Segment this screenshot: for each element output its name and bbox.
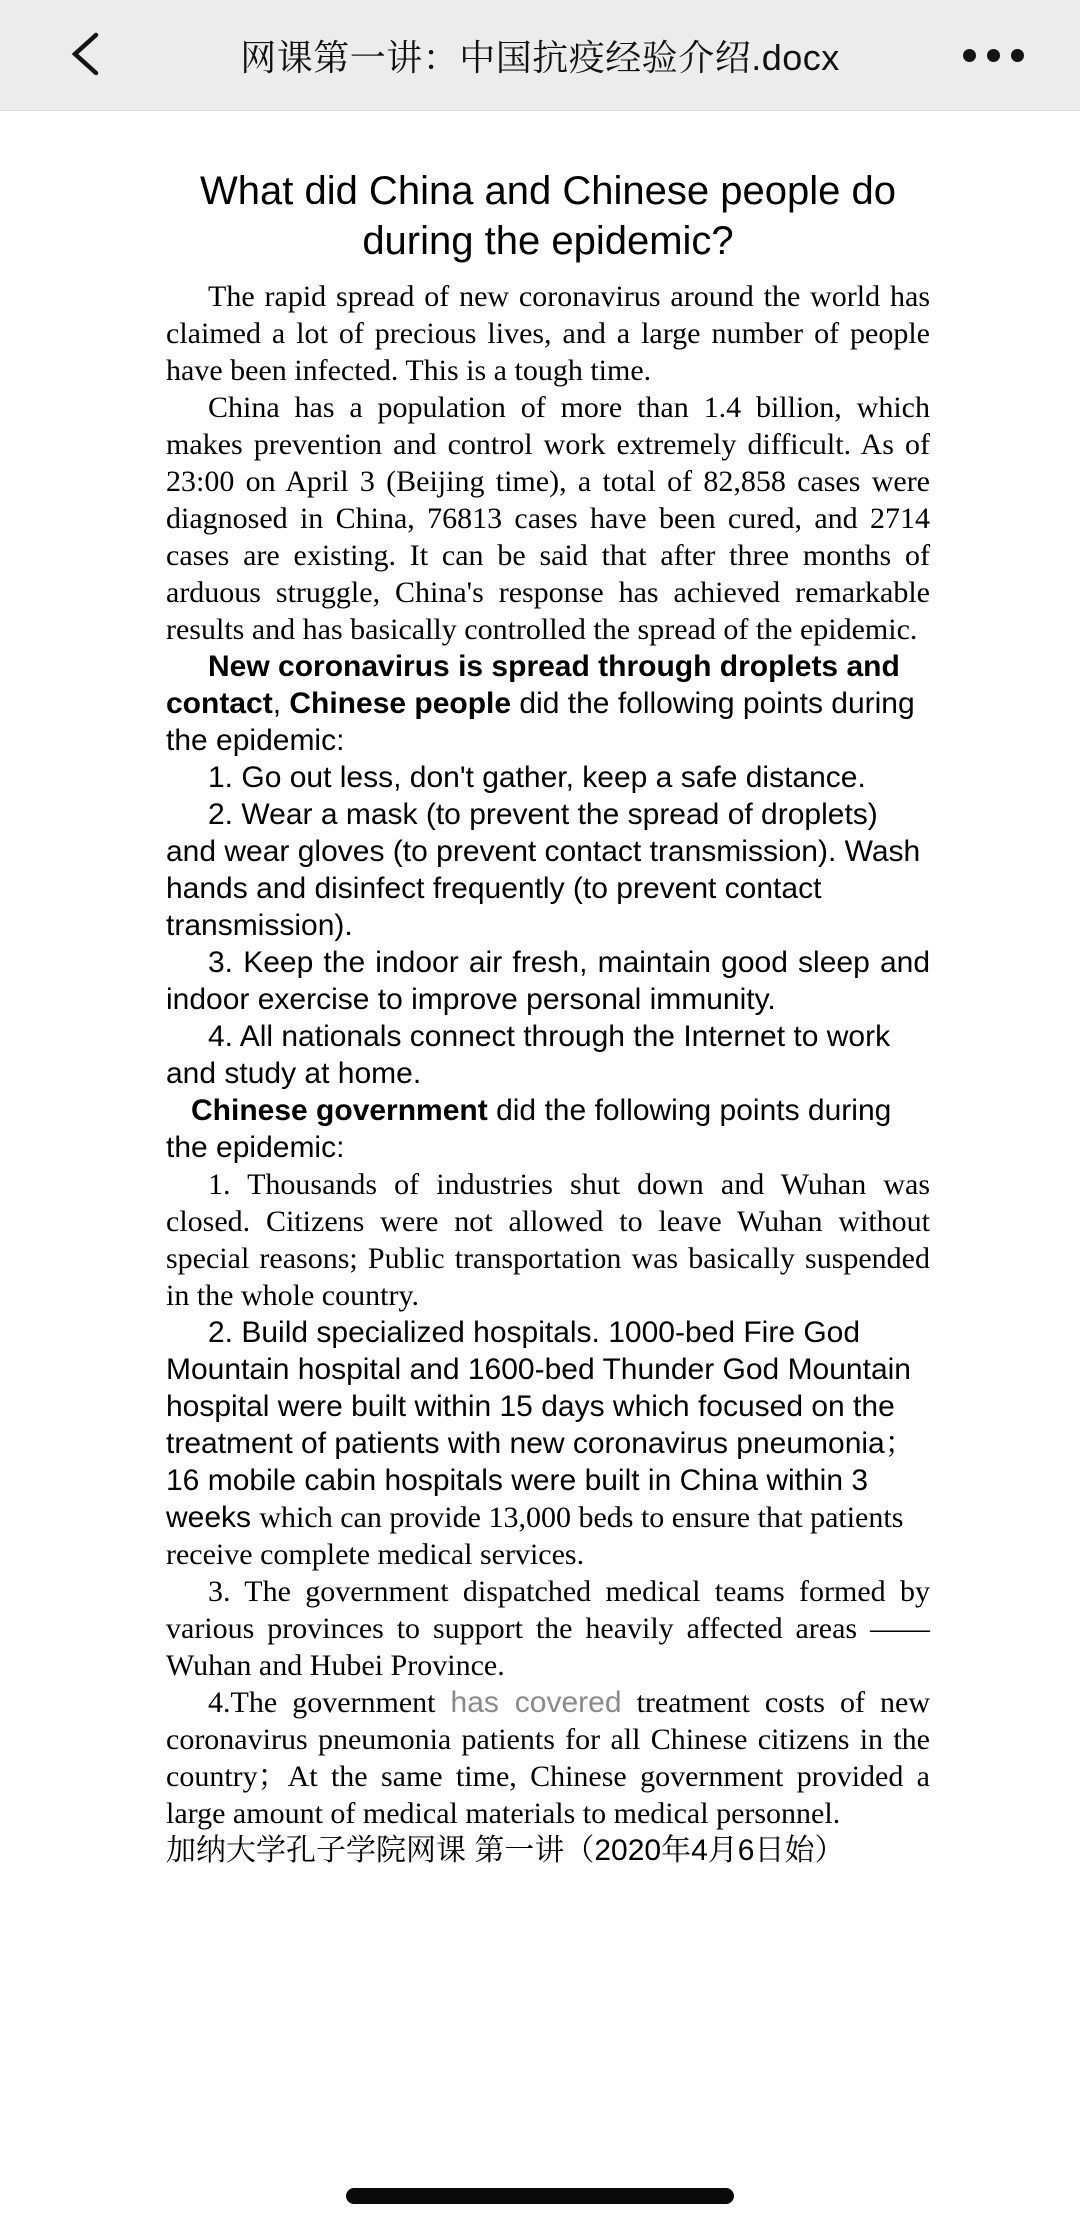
paragraph <box>166 1166 930 1314</box>
paragraph <box>166 278 930 389</box>
home-indicator[interactable] <box>346 2188 734 2204</box>
paragraph <box>166 1018 930 1092</box>
paragraph <box>166 944 930 1018</box>
text-run: , <box>272 687 290 720</box>
text-run: 4.The government <box>208 1686 451 1719</box>
text-run: New coronavirus is spread through droplets and contact <box>166 650 900 720</box>
nav-bar <box>0 0 1080 111</box>
paragraph <box>166 1314 930 1573</box>
document-heading <box>166 166 930 266</box>
paragraph <box>166 759 930 796</box>
text-run: 加纳大学孔子学院网课 第一讲（2020年4月6日始） <box>166 1834 845 1867</box>
text-run: has covered <box>450 1686 622 1719</box>
back-button[interactable] <box>50 0 120 110</box>
text-run: 2. Build specialized hospitals. 1000-bed Fire God Mountain hospital and 1600-bed Thunder God Mountain hospital were built within 15 days which focused on the treatment of patients with new coronavirus pneumonia；16 mobile cabin hospitals were built in China within 3 weeks <box>166 1316 915 1534</box>
text-run: 2. Wear a mask (to prevent the spread of droplets) and wear gloves (to prevent contact transmission). Wash hands and disinfect frequently (to prevent contact transmission). <box>166 798 921 942</box>
paragraph <box>166 796 930 944</box>
text-run: which can provide 13,000 beds to ensure that patients receive complete medical services. <box>166 1501 904 1571</box>
text-run: The rapid spread of new coronavirus around the world has claimed a lot of precious lives, and a large number of people have been infected. This is a tough time. <box>166 280 930 387</box>
paragraph <box>166 1092 930 1166</box>
paragraph <box>166 389 930 648</box>
paragraph <box>166 648 930 759</box>
text-run: China has a population of more than 1.4 billion, which makes prevention and control work extremely difficult. As of 23:00 on April 3 (Beijing time), a total of 82,858 cases were diagnosed in China, 76813 cases have been cured, and 2714 cases are existing. It can be said that after three months of arduous struggle, China's response has achieved remarkable results and has basically controlled the spread of the epidemic. <box>166 391 930 646</box>
text-run: 3. The government dispatched medical teams formed by various provinces to support the heavily affected areas ——Wuhan and Hubei Province. <box>166 1575 930 1682</box>
text-run: treatment costs of new coronavirus pneumonia patients for all Chinese citizens in the country；At the same time, Chinese government provided a large amount of medical materials to medical personnel. <box>166 1686 931 1830</box>
document-file-title: 网课第一讲：中国抗疫经验介绍.docx <box>240 36 840 78</box>
ellipsis-icon <box>963 49 1024 62</box>
text-run: did the following points during the epidemic: <box>166 1094 892 1164</box>
text-run: 1. Go out less, don't gather, keep a safe distance. <box>208 761 866 794</box>
paragraph <box>166 1684 930 1832</box>
text-run: 4. All nationals connect through the Internet to work and study at home. <box>166 1020 891 1090</box>
text-run: 3. Keep the indoor air fresh, maintain good sleep and indoor exercise to improve personal immunity. <box>166 946 930 1016</box>
text-run: What did China and Chinese people do during the epidemic? <box>199 169 897 263</box>
chevron-left-icon <box>66 30 104 81</box>
footer-note <box>166 1832 930 1869</box>
text-run: did the following points during the epidemic: <box>166 687 915 757</box>
more-menu-button[interactable] <box>963 0 1024 110</box>
text-run: 1. Thousands of industries shut down and Wuhan was closed. Citizens were not allowed to leave Wuhan without special reasons; Public transportation was basically suspended in the whole country. <box>166 1168 930 1312</box>
document-page <box>0 111 1080 1869</box>
text-run: Chinese people <box>289 687 512 720</box>
text-run: Chinese government <box>191 1094 488 1127</box>
paragraph <box>166 1573 930 1684</box>
